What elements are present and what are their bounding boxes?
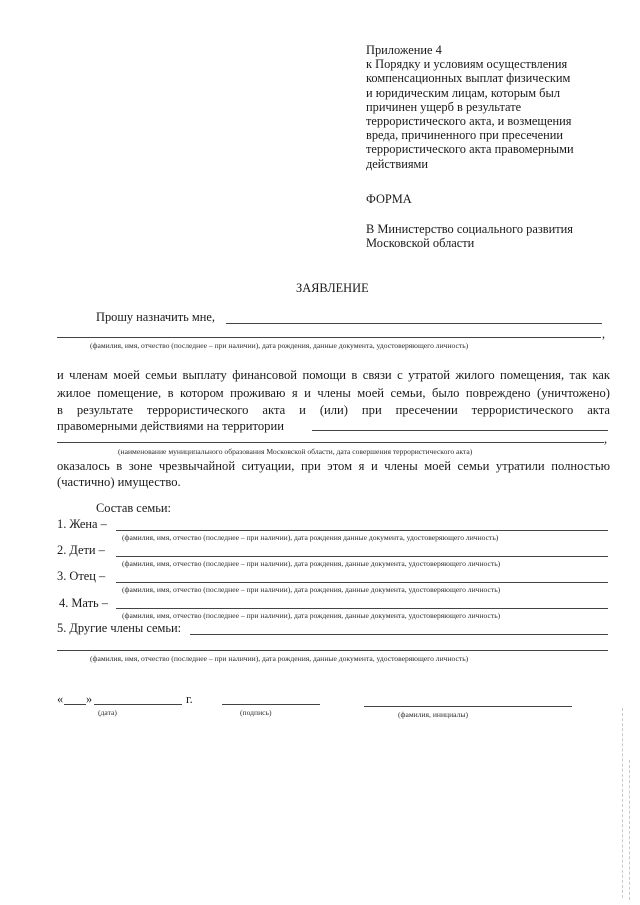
applicant-name-line[interactable] bbox=[226, 323, 602, 324]
date-close-quote: » bbox=[86, 692, 93, 706]
body-line: (частично) имущество. bbox=[57, 475, 181, 489]
header-line: террористического акта, и возмещения bbox=[366, 114, 572, 128]
header-line: и юридическим лицам, которым был bbox=[366, 85, 560, 100]
family-member-line[interactable] bbox=[116, 556, 608, 557]
addressee-line: Московской области bbox=[366, 236, 475, 250]
applicant-caption: (фамилия, имя, отчество (последнее – при наличии), дата рождения, данные документа, удостоверяющего личность) bbox=[90, 341, 469, 350]
end-comma: , bbox=[604, 432, 608, 446]
family-member-label: 1. Жена – bbox=[57, 517, 107, 531]
family-member-line[interactable] bbox=[116, 530, 608, 531]
family-heading: Состав семьи: bbox=[96, 501, 171, 515]
header-line: компенсационных выплат физическим bbox=[366, 71, 571, 86]
body-line: и членам моей семьи выплату финансовой помощи в связи с утратой жилого помещения, так как bbox=[57, 368, 610, 382]
family-member-label: 3. Отец – bbox=[57, 569, 106, 583]
body-line: оказалось в зоне чрезвычайной ситуации, при этом я и члены моей семьи утратили полностью bbox=[57, 459, 610, 473]
family-other-line-2[interactable] bbox=[57, 650, 608, 651]
date-month-line[interactable] bbox=[94, 704, 182, 705]
document-title: ЗАЯВЛЕНИЕ bbox=[296, 281, 369, 295]
header-line: террористического акта правомерными bbox=[366, 142, 574, 157]
end-comma: , bbox=[602, 327, 606, 341]
header-line: вреда, причиненного при пресечении bbox=[366, 128, 564, 143]
date-day-line[interactable] bbox=[64, 704, 86, 705]
family-member-caption: (фамилия, имя, отчество (последнее – при наличии), дата рождения, данные документа, удостоверяющего личность) bbox=[122, 559, 501, 568]
family-other-caption: (фамилия, имя, отчество (последнее – при наличии), дата рождения, данные документа, удостоверяющего личность) bbox=[90, 654, 469, 663]
body-line: жилое помещение, в котором проживаю я и члены моей семьи, было повреждено (уничтожено) bbox=[57, 386, 610, 400]
signature-caption: (подпись) bbox=[240, 708, 272, 717]
header-line: к Порядку и условиям осуществления bbox=[366, 57, 568, 72]
family-member-label: 2. Дети – bbox=[57, 543, 105, 557]
applicant-details-line[interactable] bbox=[57, 337, 601, 338]
form-label: ФОРМА bbox=[366, 192, 412, 206]
date-caption: (дата) bbox=[98, 708, 117, 717]
territory-line-2[interactable] bbox=[57, 442, 604, 443]
family-other-line[interactable] bbox=[190, 634, 608, 635]
signature-line[interactable] bbox=[222, 704, 320, 705]
name-caption: (фамилия, инициалы) bbox=[398, 710, 469, 719]
request-text: Прошу назначить мне, bbox=[96, 310, 215, 324]
year-suffix: г. bbox=[186, 692, 193, 706]
family-member-line[interactable] bbox=[116, 608, 608, 609]
family-member-line[interactable] bbox=[116, 582, 608, 583]
family-member-caption: (фамилия, имя, отчество (последнее – при наличии), дата рождения данные документа, удостоверяющего личность) bbox=[122, 533, 499, 542]
family-other-label: 5. Другие члены семьи: bbox=[57, 621, 182, 635]
header-line: действиями bbox=[366, 156, 429, 171]
scan-edge-mark bbox=[629, 760, 630, 900]
scan-edge-mark bbox=[622, 708, 623, 898]
territory-line[interactable] bbox=[312, 430, 608, 431]
territory-caption: (наименование муниципального образования Московской области, дата совершения террористического акта) bbox=[118, 447, 473, 456]
body-line: в результате террористического акта и (или) при пресечении террористического акта bbox=[57, 403, 610, 417]
addressee-line: В Министерство социального развития bbox=[366, 222, 573, 236]
date-open-quote: « bbox=[57, 692, 64, 706]
family-member-caption: (фамилия, имя, отчество (последнее – при наличии), дата рождения, данные документа, удостоверяющего личность) bbox=[122, 585, 501, 594]
header-line: причинен ущерб в результате bbox=[366, 99, 522, 114]
header-line: Приложение 4 bbox=[366, 43, 442, 57]
name-line[interactable] bbox=[364, 706, 572, 707]
family-member-label: 4. Мать – bbox=[59, 596, 108, 610]
family-member-caption: (фамилия, имя, отчество (последнее – при наличии), дата рождения, данные документа, удостоверяющего личность) bbox=[122, 611, 501, 620]
territory-text: правомерными действиями на территории bbox=[57, 419, 284, 433]
